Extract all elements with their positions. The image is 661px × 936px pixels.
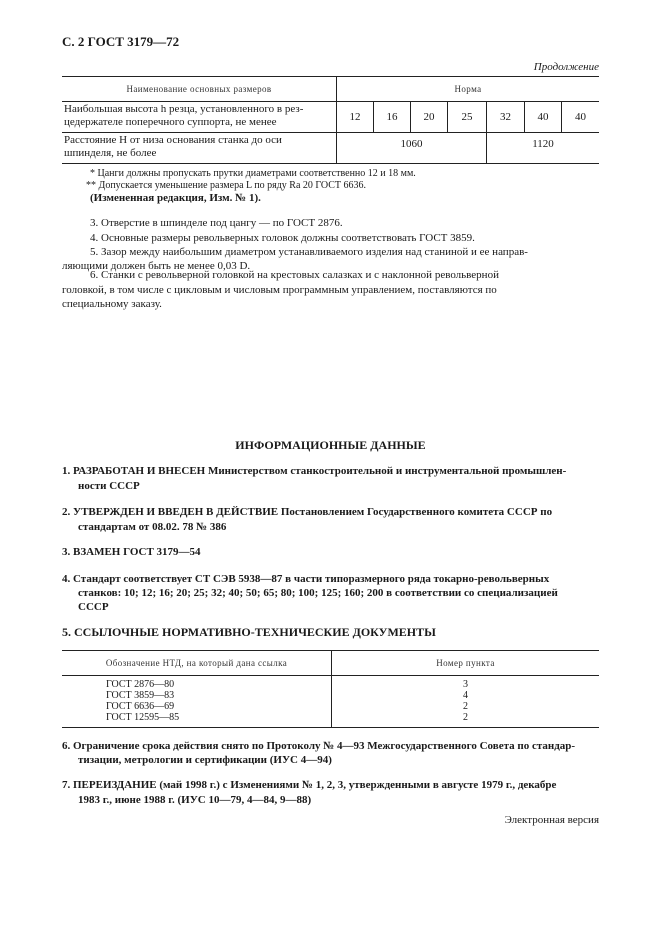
info-title: ИНФОРМАЦИОННЫЕ ДАННЫЕ xyxy=(235,438,426,452)
ref-col-item: Номер пункта xyxy=(436,658,495,668)
row1-value: 32 xyxy=(500,111,511,123)
row2-label-line: шпинделя, не более xyxy=(64,147,157,159)
info-item-4-line: станков: 10; 12; 16; 20; 25; 32; 40; 50; 65; 80; 100; 125; 160; 200 в соответствии со специализацией xyxy=(78,587,558,599)
row1-value: 40 xyxy=(537,111,549,123)
col-header-norm: Норма xyxy=(454,84,482,94)
row2-value: 1060 xyxy=(400,138,423,150)
paragraph-5-line: 5. Зазор между наибольшим диаметром устанавливаемого изделия над станиной и ее направ- xyxy=(90,246,528,258)
continuation-label: Продолжение xyxy=(533,61,599,73)
ref-item: 4 xyxy=(463,690,468,701)
table-rule xyxy=(62,727,599,728)
row2-value: 1120 xyxy=(532,138,554,150)
row1-label xyxy=(64,103,332,129)
info-item-4-line: 4. Стандарт соответствует СТ СЭВ 5938—87 в части типоразмерного ряда токарно-револьверных xyxy=(62,573,550,585)
info-item-2-line: 2. УТВЕРЖДЕН И ВВЕДЕН В ДЕЙСТВИЕ Постановлением Государственного комитета СССР по xyxy=(62,506,553,518)
info-item-7-line: 7. ПЕРЕИЗДАНИЕ (май 1998 г.) с Изменениями № 1, 2, 3, утвержденными в августе 1979 г., декабре xyxy=(62,779,557,791)
row1-value: 40 xyxy=(575,111,586,123)
footnote-1: * Цанги должны пропускать прутки диаметрами соответственно 12 и 18 мм. xyxy=(90,168,416,179)
info-item-6-line: 6. Ограничение срока действия снято по Протоколу № 4—93 Межгосударственного Совета по стандар- xyxy=(62,740,576,752)
paragraph-6-line: специальному заказу. xyxy=(62,298,162,310)
paragraph-6-line: головкой, в том числе с цикловым и числовым программным управлением, поставляются по xyxy=(62,284,497,296)
row1-value: 20 xyxy=(423,111,435,123)
ref-item: 2 xyxy=(463,712,468,723)
paragraph-3: 3. Отверстие в шпинделе под цангу — по ГОСТ 2876. xyxy=(90,217,343,229)
info-item-7-line: 1983 г., июне 1988 г. (ИУС 10—79, 4—84, 9—88) xyxy=(78,794,312,806)
edited-note: (Измененная редакция, Изм. № 1). xyxy=(90,192,261,204)
ref-item: 3 xyxy=(463,679,468,690)
info-item-3: 3. ВЗАМЕН ГОСТ 3179—54 xyxy=(62,546,201,558)
footer-electronic-version: Электронная версия xyxy=(504,814,599,826)
row1-label-line: Наибольшая высота h резца, установленного в рез- xyxy=(64,103,304,115)
table-rule xyxy=(62,163,599,164)
ref-doc: ГОСТ 12595—85 xyxy=(106,712,180,723)
ref-item: 2 xyxy=(463,701,468,712)
info-item-4-line: СССР xyxy=(78,601,109,613)
paragraph-4: 4. Основные размеры револьверных головок должны соответствовать ГОСТ 3859. xyxy=(90,232,475,244)
info-item-2-line: стандартам от 08.02. 78 № 386 xyxy=(78,521,227,533)
ref-doc: ГОСТ 2876—80 xyxy=(106,679,175,690)
footnote-2: ** Допускается уменьшение размера L по ряду Ra 20 ГОСТ 6636. xyxy=(86,180,367,191)
row1-value: 16 xyxy=(386,111,398,123)
info-item-1-line: ности СССР xyxy=(78,480,140,492)
table-rule xyxy=(62,101,599,102)
paragraph-5-line: ляющими должен быть не менее 0,03 D. xyxy=(62,260,251,272)
row2-label-line: Расстояние H от низа основания станка до оси xyxy=(64,134,282,146)
table-rule xyxy=(62,76,599,77)
page-header: С. 2 ГОСТ 3179—72 xyxy=(62,34,180,49)
paragraph-6-line: 6. Станки с револьверной головкой на крестовых салазках и с наклонной револьверной xyxy=(90,269,499,281)
ref-doc: ГОСТ 6636—69 xyxy=(106,701,175,712)
row1-value: 12 xyxy=(349,111,361,123)
ref-doc: ГОСТ 3859—83 xyxy=(106,690,175,701)
info-item-6-line: тизации, метрологии и сертификации (ИУС 4—94) xyxy=(78,754,332,766)
row1-value: 25 xyxy=(461,111,473,123)
row1-label-line: цедержателе поперечного суппорта, не менее xyxy=(64,116,277,128)
row2-label xyxy=(64,134,332,160)
table-rule xyxy=(62,132,599,133)
info-item-5: 5. ССЫЛОЧНЫЕ НОРМАТИВНО-ТЕХНИЧЕСКИЕ ДОКУМЕНТЫ xyxy=(62,625,436,639)
ref-col-doc: Обозначение НТД, на который дана ссылка xyxy=(105,658,288,668)
col-header-name: Наименование основных размеров xyxy=(126,84,272,94)
info-item-1-line: 1. РАЗРАБОТАН И ВНЕСЕН Министерством станкостроительной и инструментальной промышлен- xyxy=(62,465,567,477)
